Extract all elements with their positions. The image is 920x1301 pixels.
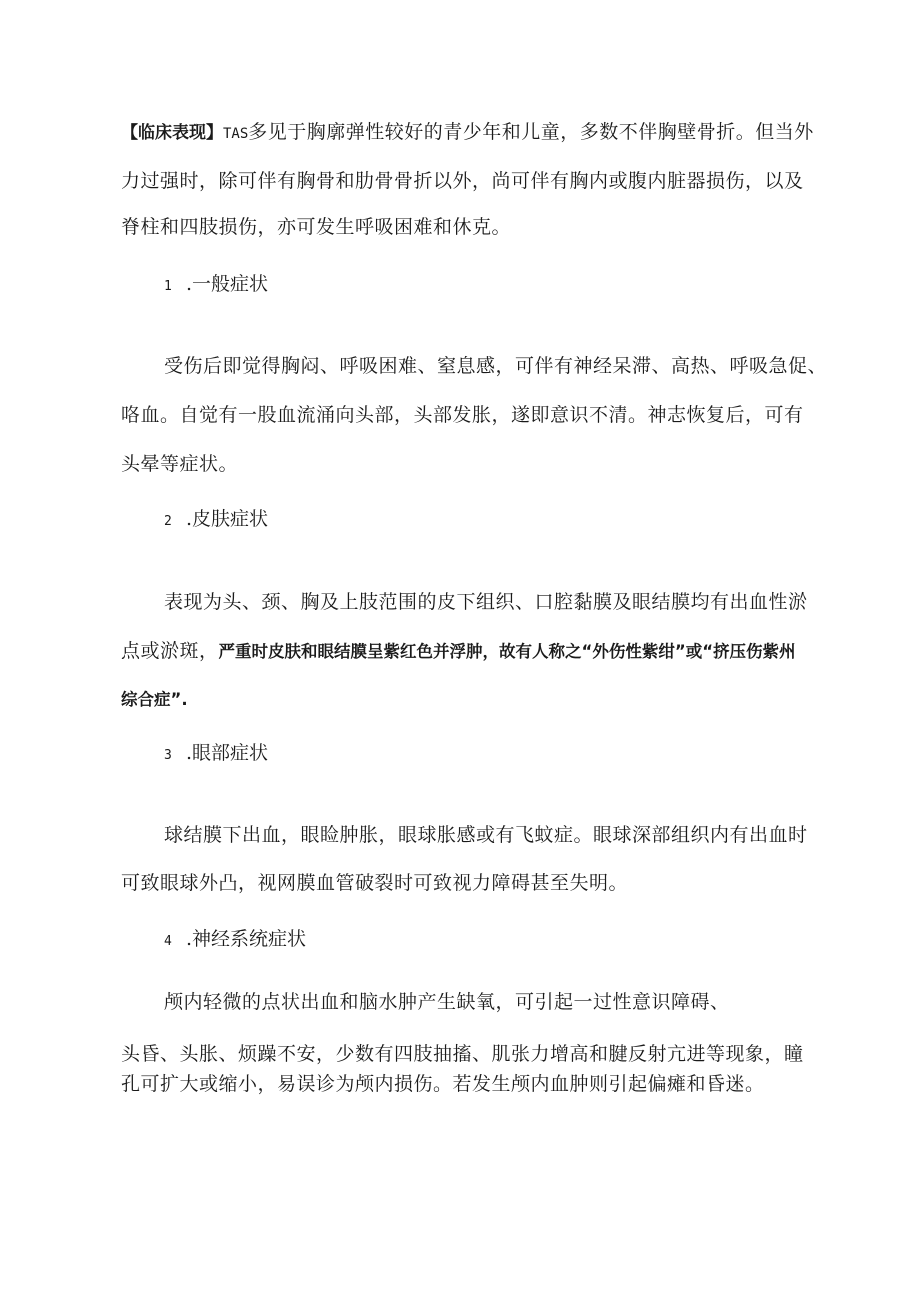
section-4-line-1: 颅内轻微的点状出血和脑水肿产生缺氧，可引起一过性意识障碍、 — [164, 991, 730, 1013]
section-title: .眼部症状 — [186, 742, 269, 764]
clinical-label: 【临床表现】 — [121, 123, 223, 143]
intro-line-1 — [121, 119, 814, 147]
section-4-line-3: 孔可扩大或缩小，易误诊为颅内损伤。若发生颅内血肿则引起偏瘫和昏迷。 — [121, 1073, 765, 1095]
tas-abbr: TAS — [223, 126, 249, 142]
section-heading-4 — [164, 926, 306, 955]
section-3-line-1: 球结膜下出血，眼睑肿胀，眼球胀感或有飞蚊症。眼球深部组织内有出血时 — [164, 824, 808, 846]
section-title: .一般症状 — [186, 273, 269, 295]
section-1-line-2: 咯血。自觉有一股血流涌向头部，头部发胀，遂即意识不清。神志恢复后，可有 — [121, 404, 804, 426]
section-1-line-1: 受伤后即觉得胸闷、呼吸困难、窒息感，可伴有神经呆滞、高热、呼吸急促、 — [164, 355, 828, 377]
section-number: 3 — [164, 748, 172, 763]
section-3-line-2: 可致眼球外凸，视网膜血管破裂时可致视力障碍甚至失明。 — [121, 872, 629, 894]
intro-text-1: 多见于胸廓弹性较好的青少年和儿童，多数不伴胸壁骨折。但当外 — [248, 121, 814, 143]
section-4-line-2: 头昏、头胀、烦躁不安，少数有四肢抽搐、肌张力增高和腱反射亢进等现象，瞳 — [121, 1043, 804, 1065]
section-1-line-3: 头晕等症状。 — [121, 453, 239, 475]
section-2-line-2 — [121, 638, 796, 665]
section-heading-2 — [164, 506, 268, 535]
section-2-line-2a: 点或淤斑， — [121, 640, 219, 662]
section-number: 1 — [164, 279, 172, 294]
section-title: .皮肤症状 — [186, 508, 269, 530]
section-title: .神经系统症状 — [186, 928, 307, 950]
section-heading-1 — [164, 271, 268, 300]
intro-line-3: 脊柱和四肢损伤，亦可发生呼吸困难和休克。 — [121, 216, 512, 238]
intro-line-2: 力过强时，除可伴有胸骨和肋骨骨折以外，尚可伴有胸内或腹内脏器损伤，以及 — [121, 170, 804, 192]
section-2-line-1: 表现为头、颈、胸及上肢范围的皮下组织、口腔黏膜及眼结膜均有出血性淤 — [164, 591, 808, 613]
section-heading-3 — [164, 740, 268, 769]
section-2-line-3: 综合症”. — [121, 690, 188, 709]
section-2-line-2b: 严重时皮肤和眼结膜呈紫红色并浮肿，故有人称之“外伤性紫绀”或“挤压伤紫州 — [218, 642, 796, 661]
section-number: 2 — [164, 514, 172, 529]
section-number: 4 — [164, 934, 172, 949]
